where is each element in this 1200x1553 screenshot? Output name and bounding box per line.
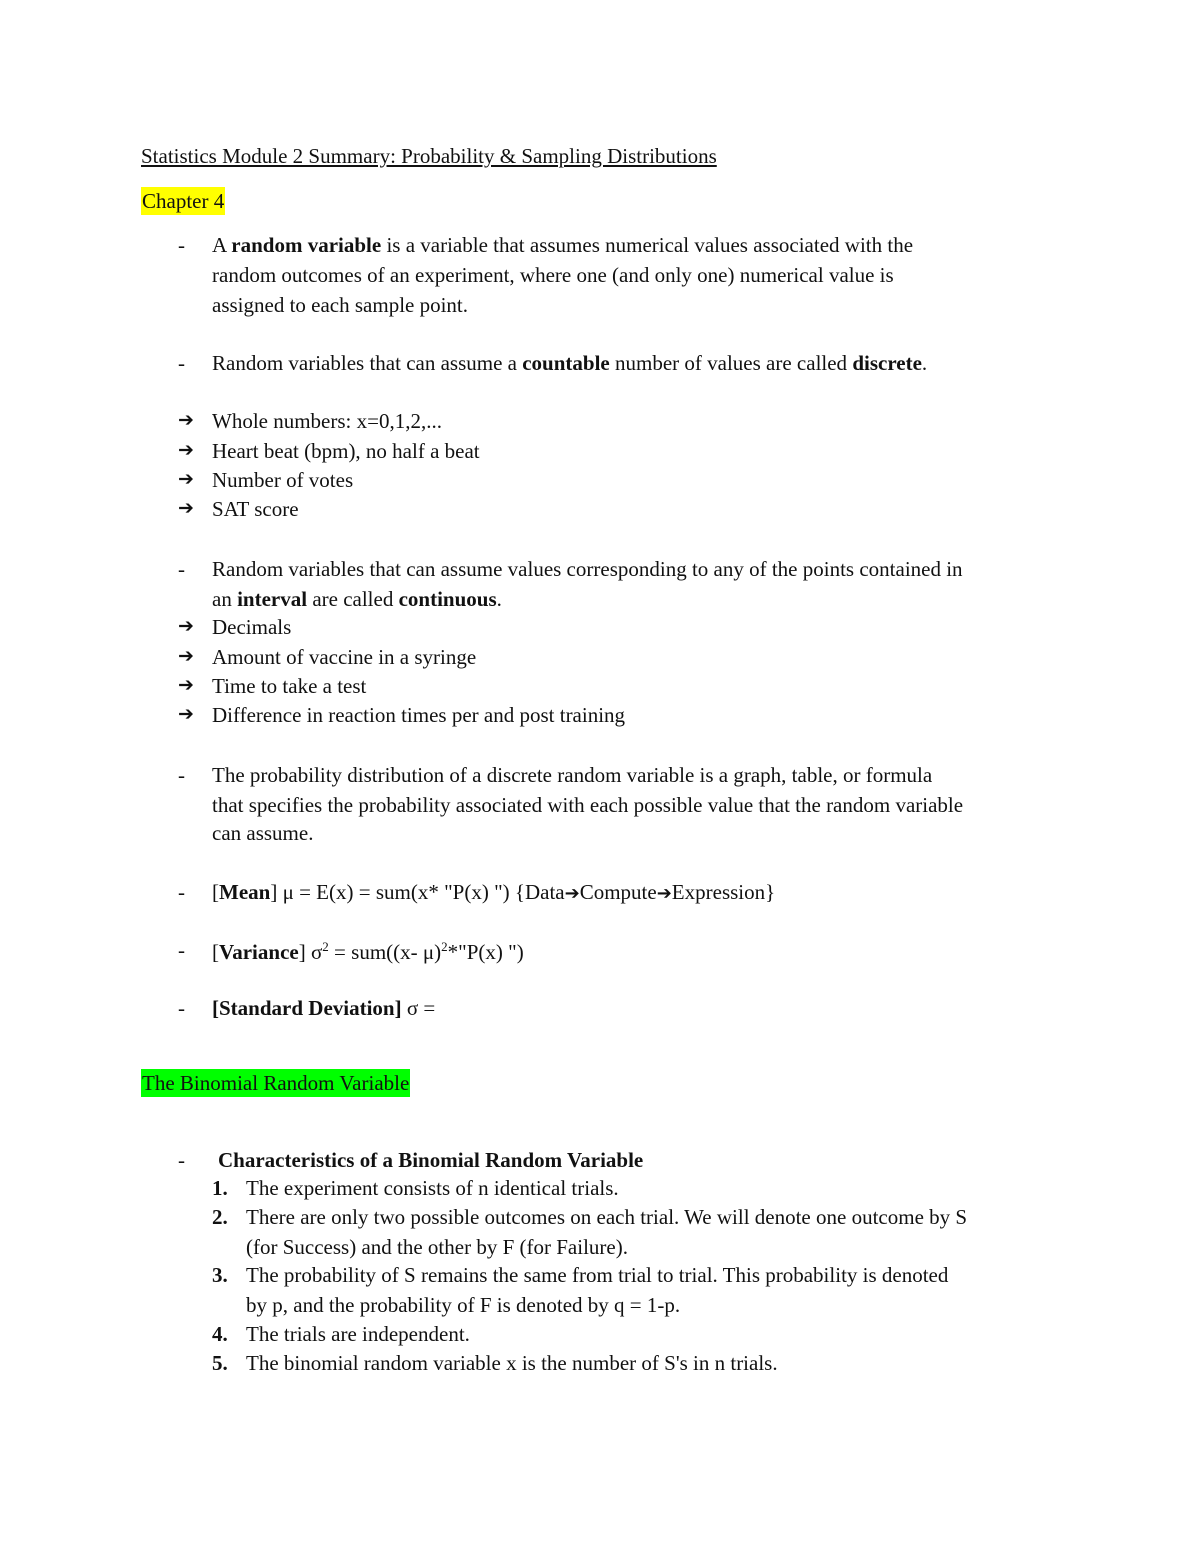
bullet-dash: - — [178, 763, 185, 787]
arrow-icon: ➔ — [178, 409, 194, 431]
rv-def-line3: assigned to each sample point. — [212, 293, 469, 317]
list-item-cont: (for Success) and the other by F (for Failure). — [246, 1235, 628, 1259]
mean-expression: Expression} — [671, 880, 776, 904]
continuous-example: Amount of vaccine in a syringe — [212, 645, 477, 669]
list-number: 4. — [212, 1322, 228, 1346]
sd-formula — [212, 998, 435, 1019]
rv-def-term: random variable — [231, 233, 382, 257]
continuous-def-line1: Random variables that can assume values corresponding to any of the points contained in — [212, 557, 963, 581]
discrete-example: SAT score — [212, 497, 299, 521]
variance-label: Variance — [219, 940, 299, 964]
page-title: Statistics Module 2 Summary: Probability & Sampling Distributions — [141, 144, 717, 168]
continuous-def-term2: continuous — [398, 587, 497, 611]
sd-expr: σ = — [401, 996, 436, 1020]
discrete-def-pre: Random variables that can assume a — [212, 351, 523, 375]
prob-dist-line1: The probability distribution of a discrete random variable is a graph, table, or formula — [212, 763, 933, 787]
discrete-def-mid: number of values are called — [609, 351, 853, 375]
binomial-subheading: Characteristics of a Binomial Random Variable — [218, 1148, 644, 1172]
continuous-def-post: . — [496, 587, 502, 611]
discrete-def-post: . — [921, 351, 928, 375]
continuous-def-pre: an — [212, 587, 238, 611]
bullet-dash: - — [178, 938, 185, 962]
variance-exponent: 2 — [322, 939, 329, 954]
discrete-example: Whole numbers: x=0,1,2,... — [212, 409, 442, 433]
continuous-example: Time to take a test — [212, 674, 367, 698]
discrete-def-term2: discrete — [852, 351, 922, 375]
list-item: The trials are independent. — [246, 1322, 470, 1346]
arrow-icon: ➔ — [178, 645, 194, 667]
continuous-example: Decimals — [212, 615, 292, 639]
list-number: 2. — [212, 1205, 228, 1229]
mean-compute: Compute — [579, 880, 657, 904]
bullet-dash: - — [178, 1148, 185, 1172]
discrete-def-term1: countable — [522, 351, 610, 375]
list-number: 3. — [212, 1263, 228, 1287]
rv-def-line2: random outcomes of an experiment, where one (and only one) numerical value is — [212, 263, 894, 287]
mean-label: Mean — [219, 880, 271, 904]
arrow-icon: ➔ — [178, 439, 194, 461]
variance-expr: *"P(x) ") — [447, 940, 524, 964]
arrow-icon: ➔ — [656, 883, 672, 904]
prob-dist-line3: can assume. — [212, 821, 314, 845]
mean-formula — [212, 882, 775, 903]
binomial-heading: The Binomial Random Variable — [142, 1071, 410, 1095]
variance-exponent: 2 — [441, 939, 448, 954]
rv-def-line1 — [212, 235, 913, 256]
list-item: The experiment consists of n identical trials. — [246, 1176, 619, 1200]
arrow-icon: ➔ — [178, 674, 194, 696]
mean-bracket: [ — [212, 880, 219, 904]
variance-formula — [212, 940, 524, 963]
continuous-def-line2 — [212, 589, 502, 610]
discrete-example: Number of votes — [212, 468, 354, 492]
bullet-dash: - — [178, 233, 185, 257]
bullet-dash: - — [178, 557, 185, 581]
continuous-def-term1: interval — [237, 587, 308, 611]
section-heading — [141, 1073, 410, 1094]
sd-label: [Standard Deviation] — [212, 996, 402, 1020]
continuous-def-mid: are called — [307, 587, 399, 611]
arrow-icon: ➔ — [178, 615, 194, 637]
bullet-dash: - — [178, 351, 185, 375]
mean-expr: ] μ = E(x) = sum(x* "P(x) ") {Data — [270, 880, 565, 904]
list-item: The binomial random variable x is the number of S's in n trials. — [246, 1351, 778, 1375]
discrete-def — [212, 353, 927, 374]
arrow-icon: ➔ — [564, 883, 580, 904]
arrow-icon: ➔ — [178, 468, 194, 490]
arrow-icon: ➔ — [178, 703, 194, 725]
discrete-example: Heart beat (bpm), no half a beat — [212, 439, 480, 463]
rv-def-pre: A — [212, 233, 232, 257]
chapter-heading — [141, 191, 225, 212]
arrow-icon: ➔ — [178, 497, 194, 519]
list-item: The probability of S remains the same from trial to trial. This probability is denoted — [246, 1263, 949, 1287]
list-number: 5. — [212, 1351, 228, 1375]
variance-expr: ] σ — [298, 940, 323, 964]
variance-expr: = sum((x- μ) — [328, 940, 442, 964]
list-number: 1. — [212, 1176, 228, 1200]
rv-def-rest: is a variable that assumes numerical values associated with the — [381, 233, 914, 257]
continuous-example: Difference in reaction times per and post training — [212, 703, 626, 727]
list-item-cont: by p, and the probability of F is denoted by q = 1-p. — [246, 1293, 681, 1317]
list-item: There are only two possible outcomes on each trial. We will denote one outcome by S — [246, 1205, 968, 1229]
prob-dist-line2: that specifies the probability associated with each possible value that the random variable — [212, 793, 964, 817]
chapter-label: Chapter 4 — [142, 189, 225, 213]
bullet-dash: - — [178, 996, 185, 1020]
bullet-dash: - — [178, 880, 185, 904]
variance-bracket: [ — [212, 940, 219, 964]
